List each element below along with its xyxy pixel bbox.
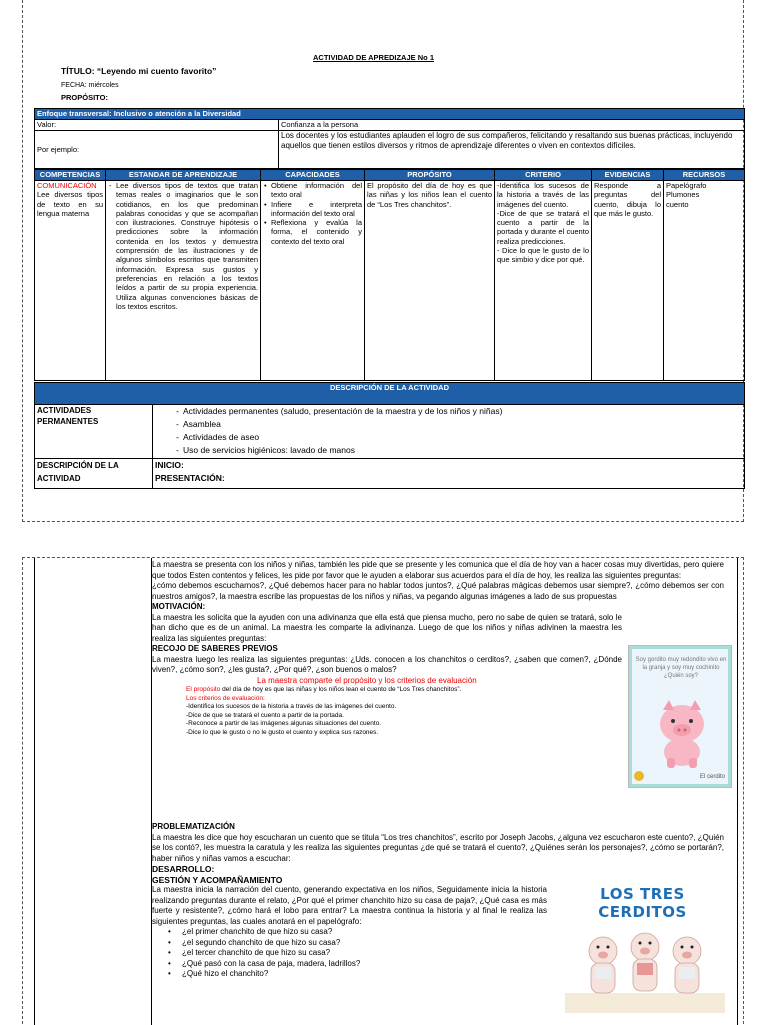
competencias-table bbox=[34, 169, 745, 381]
col-capacidades: CAPACIDADES bbox=[261, 170, 365, 181]
right-border bbox=[737, 558, 738, 1025]
col-criterio: CRITERIO bbox=[495, 170, 592, 181]
coin-icon bbox=[634, 771, 644, 781]
saberes: La maestra luego les realiza las siguientes preguntas: ¿Uds. conocen a los chanchitos o cerditos?, ¿saben que comen?, ¿Dónde viven?, ¿cómo son?, ¿les gusta?, ¿Por qué?, ¿son buenos o malos? bbox=[152, 654, 622, 674]
gestion: La maestra inicia la narración del cuento, generando expectativa en los niños, Seguidamente inicia la historia realizando preguntas durante el relato, ¿Por qué el primer chanchito hizo su casa de paja?, ¿Qué casa es más fuerte y resistente?, ¿cómo hará el lobo para entrar? La maestra continua la historia y al final le realiza las siguientes preguntas, las cuales anotará en el papelógrafo: bbox=[152, 885, 547, 926]
motivacion: La maestra les solicita que la ayuden con una adivinanza que ella está que piensa mucho, pero no sabe de quien se tratará, solo le han dicho que es de un animal. La maestra les comparte la adivinanza. Luego de que los niños y niñas adivinen la maestra les realiza las siguientes preguntas: bbox=[152, 612, 622, 643]
activity-title: ACTIVIDAD DE APREDIZAJE No 1 bbox=[313, 53, 434, 62]
descripcion-label: DESCRIPCIÓN DE LA ACTIVIDAD bbox=[35, 459, 153, 489]
ejemplo: Los docentes y los estudiantes aplauden el logro de sus compañeros, felicitando y resaltando sus buenas prácticas, incluyendo aquellos que tienen estilos diversos y ritmos de aprendizaje diferentes o viven en contextos difíciles. bbox=[279, 131, 745, 169]
descripcion-table bbox=[34, 382, 745, 489]
left-column bbox=[34, 558, 152, 1025]
permanentes-list: - Actividades permanentes (saludo, presentación de la maestra y de los niños y niñas) - Asamblea - Actividades de aseo - Uso de servicios higiénicos: lavado de manos bbox=[153, 405, 745, 459]
titulo: TÍTULO: “Leyendo mi cuento favorito” bbox=[61, 66, 217, 76]
enfoque-table bbox=[34, 108, 745, 169]
criterio-cell: -Identifica los sucesos de la historia a través de las imágenes del cuento. -Dice de que se tratará el cuento a partir de la portada y durante el cuento realiza predicciones. - Dice lo que le gusto de lo que simbio y dice por qué. bbox=[495, 181, 592, 381]
col-recursos: RECURSOS bbox=[664, 170, 745, 181]
desarrollo-title: DESARROLLO: bbox=[152, 864, 215, 874]
riddle-caption: El cerdito bbox=[699, 774, 725, 780]
saberes-title: RECOJO DE SABERES PREVIOS bbox=[152, 644, 278, 653]
criterios-block: El propósito del día de hoy es que las niñas y los niños lean el cuento de “Los Tres chanchitos”. Los criterios de evaluación: -Identifica los sucesos de la historia a través de las imágenes del cuento. -Dice de que se tratará el cuento a partir de la portada. -Reconoce a partir de las imágenes algunas situaciones del cuento. -Dice lo que le gusto o no le gusto el cuento y explica sus razones. bbox=[186, 686, 462, 736]
col-proposito: PROPÓSITO bbox=[365, 170, 495, 181]
final-questions: • ¿el primer chanchito de que hizo su casa? • ¿el segundo chanchito de que hizo su casa? • ¿el tercer chanchito de que hizo su casa? • ¿Qué pasó con la casa de paja, madera, ladrillos? • ¿Qué hizo el chanchito? bbox=[152, 927, 724, 980]
col-evidencias: EVIDENCIAS bbox=[592, 170, 664, 181]
estandar-cell: - Lee diversos tipos de textos que tratan temas reales o imaginarios que le son cotidianos, en los que predominan palabras conocidas y que se acompañan con ilustraciones. Construye hipótesis o predicciones sobre la información contenida en los textos y demuestra comprensión de las ilustraciones y de algunos símbolos escritos que transmiten información. Expresa sus gustos y preferencias en relación a los textos leídos a partir de su propia experiencia. Utiliza algunas convenciones básicas de los textos escritos. bbox=[106, 181, 261, 381]
book-title: LOS TRES CERDITOS bbox=[598, 885, 687, 921]
capacidades-cell: • Obtiene información del texto oral • Infiere e interpreta información del texto oral • Reflexiona y evalúa la forma, el contenido y contexto del texto oral bbox=[261, 181, 365, 381]
competencia-cell: COMUNICACIÓN Lee diversos tipos de texto en su lengua materna bbox=[35, 181, 106, 381]
permanentes-label: ACTIVIDADES PERMANENTES bbox=[35, 405, 153, 459]
recursos-cell: Papelógrafo Plumones cuento bbox=[664, 181, 745, 381]
col-estandar: ESTANDAR DE APRENDIZAJE bbox=[106, 170, 261, 181]
evidencias-cell: Responde a preguntas del cuento, dibuja lo que más le gusto. bbox=[592, 181, 664, 381]
book-cover bbox=[555, 885, 730, 1015]
riddle-text: Soy gordito muy redondito vivo en la granja y soy muy cochinito ¿Quién soy? bbox=[635, 657, 727, 679]
motivacion-title: MOTIVACIÓN: bbox=[152, 602, 206, 611]
proposito-label: PROPÓSITO: bbox=[61, 93, 108, 102]
problematizacion-title: PROBLEMATIZACIÓN bbox=[152, 822, 235, 831]
gestion-title: GESTIÓN Y ACOMPAÑAMIENTO bbox=[152, 874, 283, 885]
ejemplo-label: Por ejemplo: bbox=[35, 131, 279, 169]
descripcion-header: DESCRIPCIÓN DE LA ACTIVIDAD bbox=[35, 383, 745, 405]
riddle-card bbox=[628, 645, 732, 788]
proposito-cell: El propósito del día de hoy es que las niñas y los niños lean el cuento de “Los Tres chanchitos”. bbox=[365, 181, 495, 381]
preguntas: ¿cómo debemos escucharnos?, ¿Qué debemos hacer para no hablar todos juntos?, ¿Qué palabras mágicas debemos usar siempre?, ¿cómo debemos ser con nuestros amigos?, la maestra escribe las propuestas de los niños y niñas, va pegando algunas imágenes a lado de sus propuestas bbox=[152, 581, 724, 601]
intro: La maestra se presenta con los niños y niñas, también les pide que se presente y les comunica que el día de hoy van a hacer cosas muy divertidas, pero quiere que todos Esten contentos y felices, les pide por favor que le ayuden a elaborar sus acuerdos para el día de hoy, les realiza las siguientes preguntas: bbox=[152, 560, 724, 580]
page-1 bbox=[22, 0, 744, 522]
three-pigs-icon bbox=[565, 913, 725, 1013]
enfoque-row: Enfoque transversal: Inclusivo o atención a la Diversidad bbox=[35, 109, 745, 120]
descripcion-content: INICIO: PRESENTACIÓN: bbox=[153, 459, 745, 489]
problematizacion: La maestra les dice que hoy escucharan un cuento que se titula “Los tres chanchitos”, escrito por Joseph Jacobs, ¿alguna vez escucharon este cuento?, ¿Quién se los contó?, les muestra la caratula y les realiza las siguientes preguntas ¿de qué se tratará el cuento?, ¿Quiénes serán los personajes?, ¿cómo se portarán?, haber niños y niñas vamos a escuchar: bbox=[152, 832, 724, 863]
valor: Confianza a la persona bbox=[279, 120, 745, 131]
valor-label: Valor: bbox=[35, 120, 279, 131]
col-competencias: COMPETENCIAS bbox=[35, 170, 106, 181]
comparte: La maestra comparte el propósito y los criterios de evaluación bbox=[257, 675, 477, 685]
fecha: FECHA: miércoles bbox=[61, 82, 119, 89]
pig-icon bbox=[649, 694, 715, 770]
